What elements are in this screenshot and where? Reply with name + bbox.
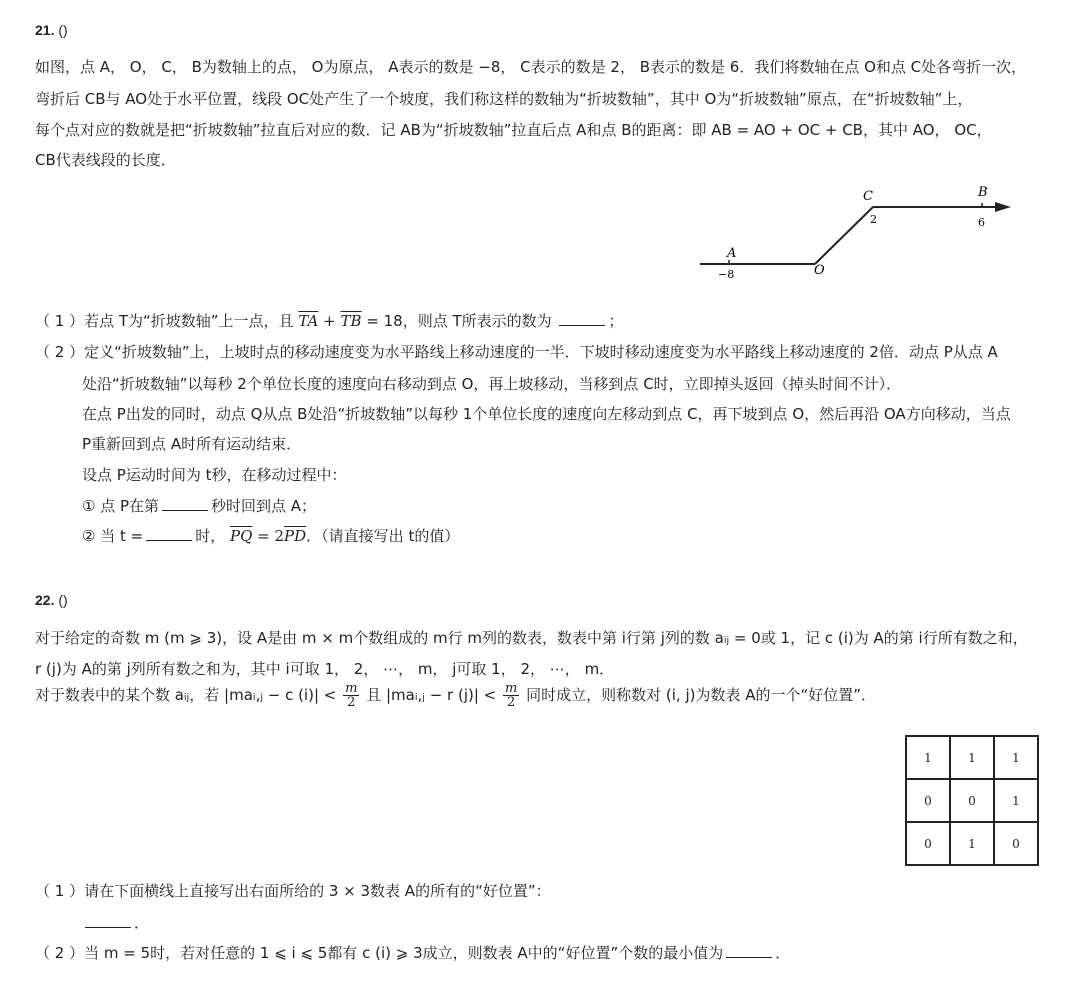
q21-part-2-item-2: ② 当 t = 时， $\overline{PQ} = 2\overline{PD}$．（请直接写出 t的值）: [82, 527, 460, 545]
fraction-m-over-2: $\frac{m}{2}$: [505, 681, 518, 710]
answer-blank-22-2[interactable]: [726, 943, 772, 958]
q22-part-1-answer: ．: [82, 912, 149, 934]
table-cell: 1: [994, 736, 1038, 779]
folded-number-line-figure: [695, 180, 1025, 280]
table-row: [906, 822, 1038, 865]
axis-arrow: [995, 202, 1011, 212]
tick-label-a: −8: [718, 268, 735, 280]
label-c: C: [863, 189, 873, 204]
table-cell: 1: [950, 736, 994, 779]
q21-part-2-line-2: 处沿“折坡数轴”以每秒 2个单位长度的速度向右移动到点 O，再上坡移动，当移到点 C时，立即掉头返回（掉头时间不计）．: [82, 375, 902, 393]
q21-part-2-item-1: ① 点 P在第 秒时回到点 A；: [82, 497, 317, 515]
q21-part-2-line-1: （ 2 ）定义“折坡数轴”上，上坡时点的移动速度变为水平路线上移动速度的一半．下坡时移动速度变为水平路线上移动速度的 2倍．动点 P从点 A: [35, 343, 998, 361]
q22-line-2: r (j)为 A的第 j列所有数之和为，其中 i可取 1， 2， ⋯， m， j可取 1， 2， ⋯， m．: [35, 660, 615, 678]
q22-line-3: 对于数表中的某个数 aᵢⱼ，若 |maᵢ,ⱼ − c (i)| < $\frac{m}{2}$ 且 |maᵢ,ⱼ − r (j)| < $\frac{m}{2}$ 同时成立，则称数对 (i, j)为数表 A的一个“好位置”．: [35, 681, 877, 710]
tick-label-b: 6: [978, 216, 985, 229]
q22-part-2: （ 2 ）当 m = 5时，若对任意的 1 ⩽ i ⩽ 5都有 c (i) ⩾ 3成立，则数表 A中的“好位置”个数的最小值为 ．: [35, 944, 791, 962]
answer-blank-22-1[interactable]: [85, 913, 131, 928]
q21-part-2-line-3: 在点 P出发的同时，动点 Q从点 B处沿“折坡数轴”以每秒 1个单位长度的速度向左移动到点 C，再下坡到点 O，然后再沿 OA方向移动，当点: [82, 405, 1011, 423]
q21-part-2-line-5: 设点 P运动时间为 t秒，在移动过程中：: [82, 466, 347, 484]
q22-line-1: 对于给定的奇数 m (m ⩾ 3)，设 A是由 m × m个数组成的 m行 m列的数表，数表中第 i行第 j列的数 aᵢⱼ = 0或 1，记 c (i)为 A的第 i行所有数之和，: [35, 629, 1028, 647]
answer-blank-21-2-1[interactable]: [162, 496, 208, 511]
label-b: B: [978, 185, 988, 200]
q21-intro-line-3: 每个点对应的数就是把“折坡数轴”拉直后对应的数．记 AB为“折坡数轴”拉直后点 A和点 B的距离：即 AB = AO + OC + CB，其中 AO， OC，: [35, 121, 992, 139]
table-cell: 0: [950, 779, 994, 822]
table-cell: 1: [950, 822, 994, 865]
matrix-table: [905, 735, 1039, 866]
table-cell: 0: [906, 822, 950, 865]
table-cell: 0: [994, 822, 1038, 865]
q22-part-1: （ 1 ）请在下面横线上直接写出右面所给的 3 × 3数表 A的所有的“好位置”：: [35, 882, 551, 900]
answer-blank-21-1[interactable]: [559, 311, 605, 326]
table-row: [906, 779, 1038, 822]
label-o: O: [814, 263, 825, 278]
tick-label-c: 2: [870, 213, 877, 226]
table-cell: 0: [906, 779, 950, 822]
axis-segment-oc: [815, 207, 873, 264]
fraction-m-over-2: $\frac{m}{2}$: [345, 681, 358, 710]
answer-blank-21-2-2[interactable]: [146, 526, 192, 541]
q21-intro-line-1: 如图，点 A， O， C， B为数轴上的点， O为原点， A表示的数是 −8， C表示的数是 2， B表示的数是 6．我们将数轴在点 O和点 C处各弯折一次，: [35, 58, 1027, 76]
question-number-21: 21. (): [35, 22, 68, 38]
q21-intro-line-2: 弯折后 CB与 AO处于水平位置，线段 OC处产生了一个坡度，我们称这样的数轴为“折坡数轴”，其中 O为“折坡数轴”原点，在“折坡数轴”上，: [35, 90, 973, 108]
q21-intro-line-4: CB代表线段的长度．: [35, 151, 176, 169]
q21-part-2-line-4: P重新回到点 A时所有运动结束．: [82, 435, 302, 453]
table-cell: 1: [994, 779, 1038, 822]
q21-part-1: （ 1 ）若点 T为“折坡数轴”上一点，且 $\overline{TA} + \overline{TB} = 18$，则点 T所表示的数为 ；: [35, 312, 624, 330]
label-a: A: [727, 246, 737, 261]
question-number-22: 22. (): [35, 592, 68, 608]
table-cell: 1: [906, 736, 950, 779]
table-row: [906, 736, 1038, 779]
